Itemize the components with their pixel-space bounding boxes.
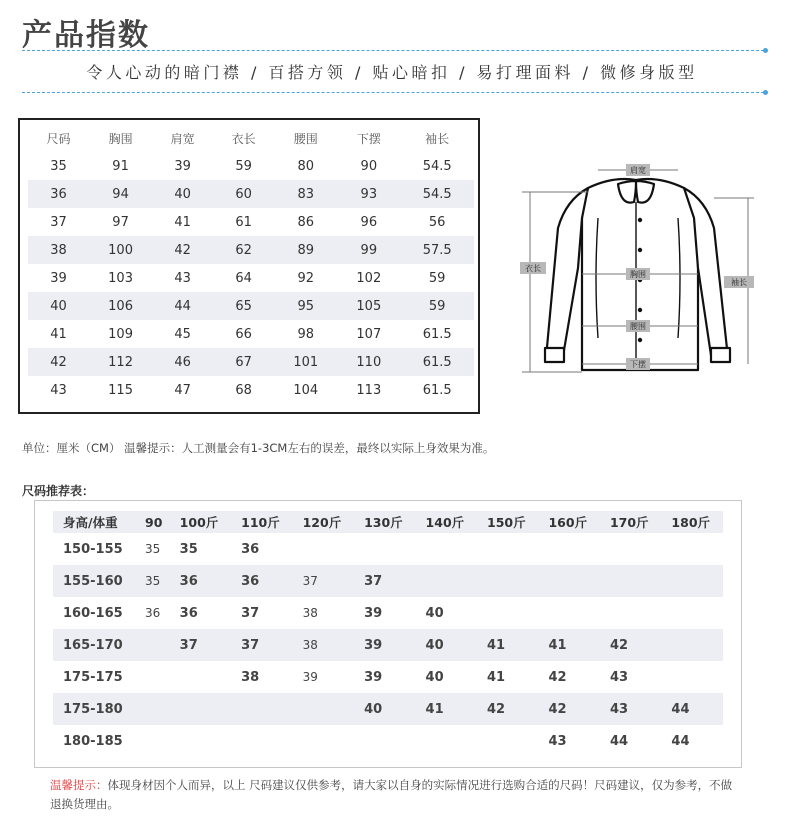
recommend-cell bbox=[135, 629, 170, 661]
recommend-cell: 44 bbox=[671, 733, 690, 749]
recommend-cell: 44 bbox=[609, 733, 629, 749]
label-length: 衣长 bbox=[525, 264, 541, 273]
recommend-cell bbox=[538, 565, 599, 597]
size-cell: 68 bbox=[235, 382, 252, 398]
size-table-header bbox=[28, 124, 474, 152]
size-cell: 86 bbox=[297, 214, 314, 230]
size-cell: 106 bbox=[89, 292, 152, 320]
recommend-header-cell: 160斤 bbox=[538, 511, 599, 533]
size-cell: 89 bbox=[274, 236, 337, 264]
recommend-cell: 38 bbox=[293, 629, 354, 661]
shirt-measurement-diagram bbox=[518, 158, 758, 378]
recommend-cell: 43 bbox=[609, 669, 629, 685]
size-cell: 103 bbox=[108, 270, 133, 286]
recommend-cell bbox=[661, 661, 723, 693]
table-row bbox=[53, 725, 723, 757]
recommend-cell bbox=[170, 661, 231, 693]
size-cell: 43 bbox=[50, 382, 67, 398]
recommend-table bbox=[53, 511, 723, 757]
recommend-cell: 37 bbox=[293, 565, 354, 597]
size-cell: 43 bbox=[174, 270, 191, 286]
size-cell: 66 bbox=[235, 326, 252, 342]
recommend-cell: 175-180 bbox=[53, 693, 135, 725]
size-cell: 83 bbox=[274, 180, 337, 208]
size-cell: 61.5 bbox=[422, 382, 452, 398]
divider-bottom bbox=[22, 92, 764, 93]
recommend-cell bbox=[135, 661, 170, 693]
recommend-cell: 39 bbox=[354, 629, 415, 661]
size-cell: 59 bbox=[235, 158, 252, 174]
recommend-header-cell: 170斤 bbox=[600, 511, 661, 533]
recommend-cell bbox=[600, 597, 661, 629]
recommend-cell bbox=[293, 693, 354, 725]
tips-label: 温馨提示： bbox=[50, 778, 108, 792]
table-row bbox=[28, 236, 474, 264]
recommend-cell: 165-170 bbox=[53, 629, 135, 661]
recommend-cell bbox=[477, 533, 538, 565]
recommend-cell bbox=[477, 725, 538, 757]
label-waist: 腰围 bbox=[630, 322, 646, 331]
size-header-cell: 尺码 bbox=[46, 131, 71, 146]
size-cell: 60 bbox=[213, 180, 274, 208]
recommend-cell bbox=[661, 565, 723, 597]
recommend-cell: 150-155 bbox=[63, 541, 123, 557]
recommend-cell: 41 bbox=[416, 693, 477, 725]
size-header-cell: 下摆 bbox=[356, 131, 381, 146]
table-row bbox=[28, 180, 474, 208]
table-row bbox=[53, 533, 723, 565]
table-row bbox=[53, 597, 723, 629]
recommend-cell: 41 bbox=[538, 629, 599, 661]
size-cell: 59 bbox=[400, 292, 474, 320]
size-cell: 39 bbox=[50, 270, 67, 286]
size-cell: 104 bbox=[293, 382, 319, 398]
recommend-cell bbox=[231, 693, 292, 725]
size-cell: 40 bbox=[28, 292, 89, 320]
size-cell: 96 bbox=[360, 214, 378, 230]
size-cell: 40 bbox=[152, 180, 213, 208]
recommend-cell: 36 bbox=[241, 541, 260, 557]
size-cell: 115 bbox=[108, 382, 133, 398]
recommend-cell bbox=[354, 725, 415, 757]
recommend-cell: 43 bbox=[548, 733, 567, 749]
size-cell: 47 bbox=[174, 382, 191, 398]
recommend-table-frame bbox=[34, 500, 742, 768]
recommend-cell: 43 bbox=[600, 693, 661, 725]
recommend-cell: 39 bbox=[364, 605, 383, 621]
recommend-cell bbox=[477, 565, 538, 597]
recommend-header-cell: 身高/体重 bbox=[53, 511, 135, 533]
size-cell: 61.5 bbox=[422, 326, 452, 342]
table-row bbox=[53, 565, 723, 597]
size-cell: 39 bbox=[174, 158, 191, 174]
size-cell: 95 bbox=[274, 292, 337, 320]
recommend-title: 尺码推荐表： bbox=[22, 484, 95, 498]
recommend-cell: 160-165 bbox=[63, 605, 123, 621]
recommend-cell: 155-160 bbox=[53, 565, 135, 597]
size-header-cell: 衣长 bbox=[231, 131, 256, 146]
right-cuff bbox=[711, 348, 730, 362]
size-cell: 42 bbox=[28, 348, 89, 376]
recommend-header-cell: 140斤 bbox=[416, 511, 477, 533]
size-cell: 65 bbox=[213, 292, 274, 320]
size-cell: 94 bbox=[89, 180, 152, 208]
size-cell: 101 bbox=[274, 348, 337, 376]
recommend-cell: 36 bbox=[170, 565, 231, 597]
size-cell: 57.5 bbox=[400, 236, 474, 264]
recommend-cell: 42 bbox=[538, 693, 599, 725]
size-cell: 56 bbox=[428, 214, 446, 230]
size-cell: 67 bbox=[213, 348, 274, 376]
size-cell: 41 bbox=[50, 326, 67, 342]
size-cell: 62 bbox=[213, 236, 274, 264]
recommend-cell: 35 bbox=[179, 541, 198, 557]
recommend-header-cell: 90 bbox=[135, 511, 170, 533]
size-table bbox=[28, 124, 474, 404]
recommend-cell: 36 bbox=[179, 605, 198, 621]
table-row bbox=[28, 376, 474, 404]
size-cell: 59 bbox=[428, 270, 446, 286]
recommend-cell: 41 bbox=[477, 629, 538, 661]
size-cell: 54.5 bbox=[400, 180, 474, 208]
recommend-cell bbox=[170, 725, 231, 757]
table-row bbox=[28, 348, 474, 376]
recommend-cell: 40 bbox=[425, 669, 444, 685]
recommend-cell bbox=[293, 533, 354, 565]
recommend-cell bbox=[600, 565, 661, 597]
table-row bbox=[28, 208, 474, 236]
recommend-cell: 36 bbox=[231, 565, 292, 597]
recommend-header-cell: 110斤 bbox=[231, 511, 292, 533]
recommend-cell: 175-175 bbox=[63, 669, 123, 685]
recommend-header-cell: 150斤 bbox=[477, 511, 538, 533]
recommend-table-header bbox=[53, 511, 723, 533]
recommend-cell bbox=[538, 533, 599, 565]
recommend-cell: 40 bbox=[425, 605, 444, 621]
recommend-cell: 41 bbox=[487, 669, 506, 685]
recommend-cell bbox=[170, 693, 231, 725]
recommend-cell: 39 bbox=[302, 670, 318, 684]
table-row bbox=[28, 320, 474, 348]
table-row bbox=[28, 264, 474, 292]
size-cell: 42 bbox=[152, 236, 213, 264]
recommend-cell bbox=[661, 597, 723, 629]
recommend-cell: 37 bbox=[241, 605, 260, 621]
recommend-cell bbox=[661, 629, 723, 661]
size-header-cell: 肩宽 bbox=[170, 131, 195, 146]
recommend-cell: 44 bbox=[661, 693, 723, 725]
size-cell: 110 bbox=[337, 348, 400, 376]
recommend-cell: 35 bbox=[145, 542, 161, 556]
recommend-cell: 42 bbox=[548, 669, 567, 685]
recommend-cell: 38 bbox=[241, 669, 260, 685]
size-cell: 46 bbox=[152, 348, 213, 376]
recommend-cell bbox=[661, 533, 723, 565]
label-hem: 下摆 bbox=[630, 360, 646, 369]
recommend-cell bbox=[416, 533, 477, 565]
size-cell: 98 bbox=[297, 326, 314, 342]
table-row bbox=[53, 629, 723, 661]
recommend-header-cell: 180斤 bbox=[661, 511, 723, 533]
recommend-cell: 39 bbox=[364, 669, 383, 685]
size-cell: 64 bbox=[235, 270, 252, 286]
recommend-cell: 38 bbox=[302, 606, 318, 620]
page-title: 产品指数 bbox=[22, 18, 150, 53]
size-cell: 44 bbox=[152, 292, 213, 320]
size-cell: 93 bbox=[337, 180, 400, 208]
recommend-cell: 37 bbox=[231, 629, 292, 661]
size-header-cell: 袖长 bbox=[425, 131, 450, 146]
size-cell: 61 bbox=[235, 214, 252, 230]
recommend-cell bbox=[477, 597, 538, 629]
recommend-cell bbox=[416, 725, 477, 757]
size-cell: 41 bbox=[174, 214, 191, 230]
recommend-cell: 42 bbox=[477, 693, 538, 725]
size-cell: 54.5 bbox=[422, 158, 452, 174]
recommend-cell bbox=[600, 533, 661, 565]
tips-paragraph bbox=[50, 776, 740, 814]
size-cell: 38 bbox=[28, 236, 89, 264]
recommend-cell: 37 bbox=[170, 629, 231, 661]
label-chest: 胸围 bbox=[630, 270, 646, 279]
left-cuff bbox=[545, 348, 564, 362]
size-cell: 91 bbox=[112, 158, 129, 174]
tips-text: 体现身材因个人而异，以上 尺码建议仅供参考，请大家以自身的实际情况进行选购合适的尺码！尺码建议，仅为参考，不做退换货理由。 bbox=[50, 778, 733, 811]
recommend-cell bbox=[135, 725, 170, 757]
size-cell: 105 bbox=[337, 292, 400, 320]
size-cell: 45 bbox=[174, 326, 191, 342]
size-cell: 37 bbox=[50, 214, 67, 230]
recommend-cell bbox=[538, 597, 599, 629]
recommend-header-cell: 120斤 bbox=[293, 511, 354, 533]
recommend-cell: 42 bbox=[600, 629, 661, 661]
size-header-cell: 胸围 bbox=[108, 131, 133, 146]
size-cell: 36 bbox=[28, 180, 89, 208]
recommend-header-cell: 100斤 bbox=[170, 511, 231, 533]
recommend-cell: 36 bbox=[145, 606, 161, 620]
measurement-note: 单位：厘米（CM） 温馨提示：人工测量会有1-3CM左右的误差，最终以实际上身效果为准。 bbox=[22, 441, 495, 455]
table-row bbox=[28, 152, 474, 180]
recommend-cell: 37 bbox=[354, 565, 415, 597]
recommend-cell bbox=[293, 725, 354, 757]
recommend-cell: 180-185 bbox=[63, 733, 123, 749]
label-shoulder: 肩宽 bbox=[630, 166, 646, 175]
recommend-cell bbox=[135, 693, 170, 725]
recommend-cell: 40 bbox=[416, 629, 477, 661]
recommend-cell bbox=[354, 533, 415, 565]
size-cell: 112 bbox=[89, 348, 152, 376]
recommend-cell bbox=[231, 725, 292, 757]
size-cell: 99 bbox=[337, 236, 400, 264]
size-table-frame bbox=[18, 118, 480, 414]
size-cell: 35 bbox=[50, 158, 67, 174]
size-cell: 100 bbox=[89, 236, 152, 264]
table-row bbox=[28, 292, 474, 320]
size-header-cell: 腰围 bbox=[293, 131, 318, 146]
recommend-cell bbox=[416, 565, 477, 597]
table-row bbox=[53, 661, 723, 693]
feature-slogan: 令人心动的暗门襟 / 百搭方领 / 贴心暗扣 / 易打理面料 / 微修身版型 bbox=[86, 63, 698, 82]
size-cell: 102 bbox=[356, 270, 382, 286]
recommend-cell: 40 bbox=[354, 693, 415, 725]
size-cell: 97 bbox=[112, 214, 129, 230]
size-cell: 61.5 bbox=[400, 348, 474, 376]
divider-top bbox=[22, 50, 764, 51]
recommend-cell: 35 bbox=[135, 565, 170, 597]
size-cell: 109 bbox=[108, 326, 133, 342]
label-sleeve: 袖长 bbox=[731, 278, 747, 287]
size-cell: 90 bbox=[360, 158, 378, 174]
size-cell: 80 bbox=[297, 158, 314, 174]
table-row bbox=[53, 693, 723, 725]
size-cell: 107 bbox=[356, 326, 382, 342]
size-cell: 92 bbox=[297, 270, 314, 286]
recommend-header-cell: 130斤 bbox=[354, 511, 415, 533]
size-cell: 113 bbox=[356, 382, 382, 398]
